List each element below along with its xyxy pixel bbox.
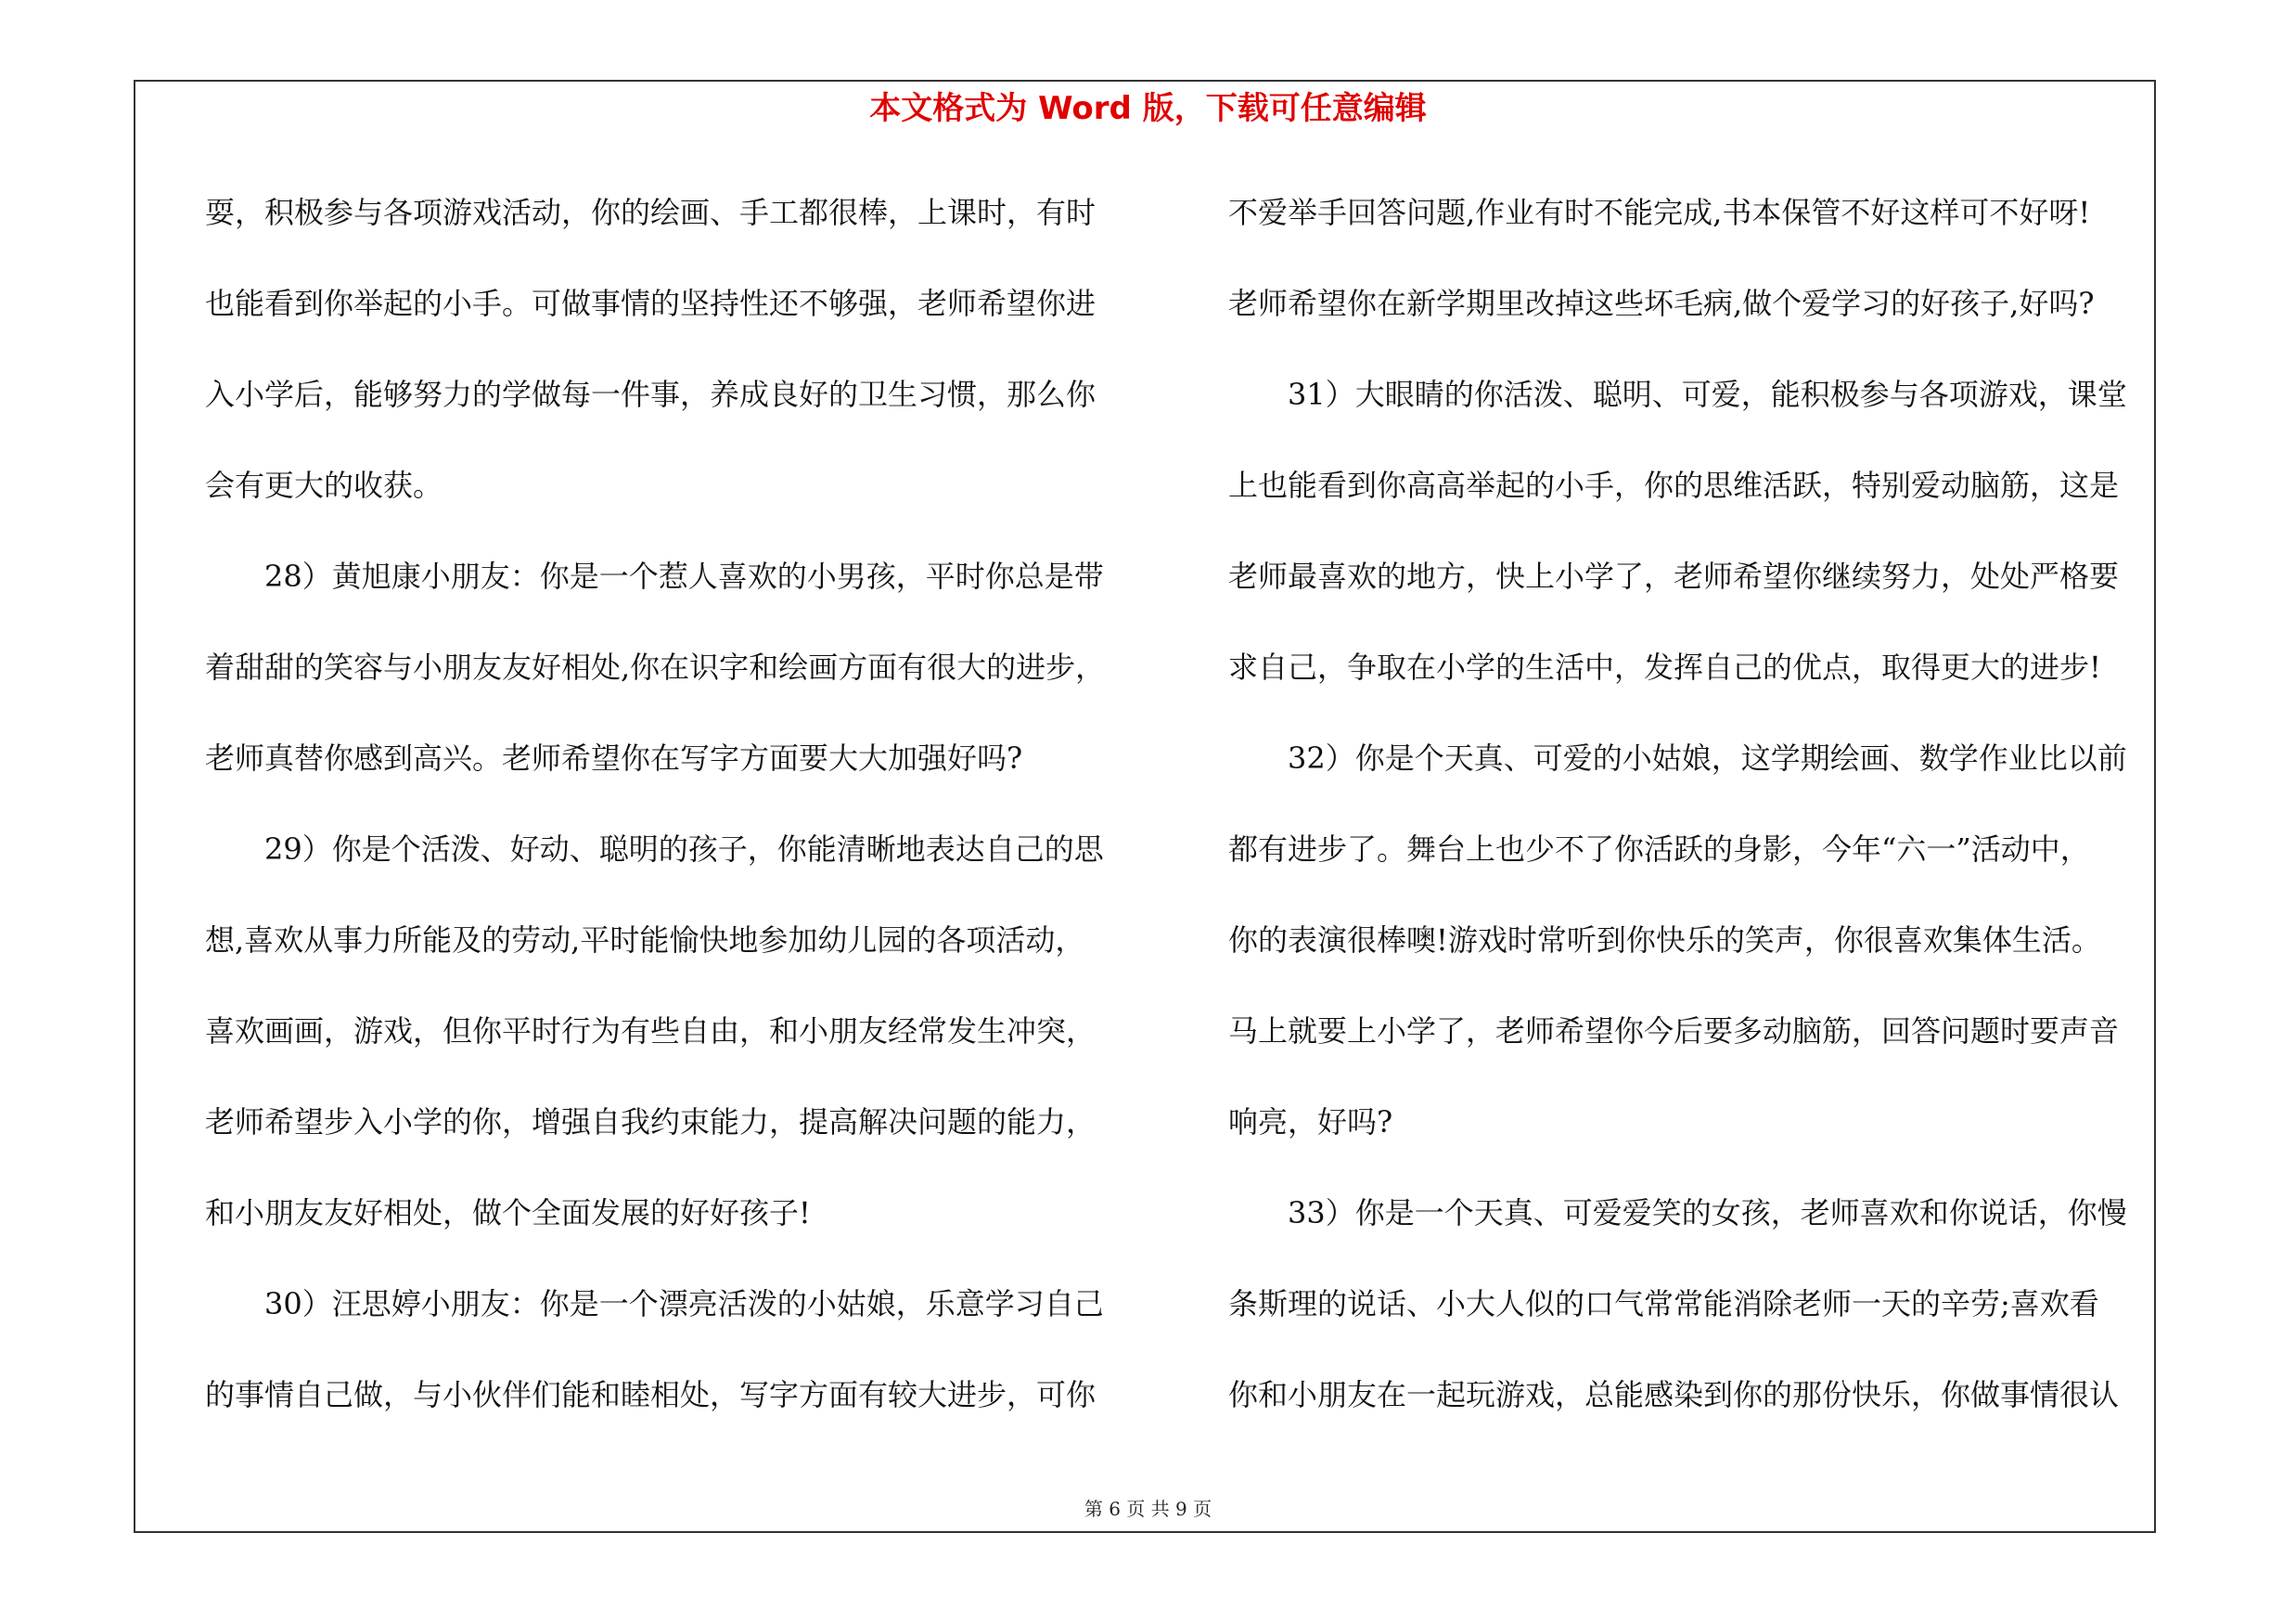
text-line: 33）你是一个天真、可爱爱笑的女孩，老师喜欢和你说话，你慢 bbox=[1288, 1195, 2127, 1230]
text-line: 喜欢画画，游戏，但你平时行为有些自由，和小朋友经常发生冲突， bbox=[205, 1013, 1097, 1049]
text-line: 着甜甜的笑容与小朋友友好相处,你在识字和绘画方面有很大的进步， bbox=[205, 650, 1106, 685]
text-line: 老师最喜欢的地方，快上小学了，老师希望你继续努力，处处严格要 bbox=[1228, 559, 2120, 594]
left-column bbox=[205, 185, 1133, 1458]
text-line: 不爱举手回答问题,作业有时不能完成,书本保管不好这样可不好呀! bbox=[1228, 195, 2091, 230]
page-footer: 第 6 页 共 9 页 bbox=[1084, 1498, 1212, 1520]
text-line: 29）你是个活泼、好动、聪明的孩子，你能清晰地表达自己的思 bbox=[264, 831, 1104, 867]
text-line: 上也能看到你高高举起的小手，你的思维活跃，特别爱动脑筋，这是 bbox=[1228, 468, 2120, 503]
text-line: 你的表演很棒噢!游戏时常听到你快乐的笑声，你很喜欢集体生活。 bbox=[1228, 922, 2101, 958]
text-line: 马上就要上小学了，老师希望你今后要多动脑筋，回答问题时要声音 bbox=[1228, 1013, 2120, 1049]
text-line: 都有进步了。舞台上也少不了你活跃的身影，今年“六一”活动中， bbox=[1228, 831, 2090, 867]
text-line: 会有更大的收获。 bbox=[205, 468, 443, 503]
text-line: 老师真替你感到高兴。老师希望你在写字方面要大大加强好吗? bbox=[205, 741, 1023, 776]
right-column bbox=[1228, 185, 2156, 1458]
text-line: 31）大眼睛的你活泼、聪明、可爱，能积极参与各项游戏，课堂 bbox=[1288, 377, 2127, 412]
text-line: 你和小朋友在一起玩游戏，总能感染到你的那份快乐，你做事情很认 bbox=[1228, 1377, 2120, 1412]
text-line: 想,喜欢从事力所能及的劳动,平时能愉快地参加幼儿园的各项活动， bbox=[205, 922, 1085, 958]
text-line: 28）黄旭康小朋友：你是一个惹人喜欢的小男孩，平时你总是带 bbox=[264, 559, 1104, 594]
text-line: 老师希望你在新学期里改掉这些坏毛病,做个爱学习的好孩子,好吗? bbox=[1228, 286, 2095, 321]
text-line: 老师希望步入小学的你，增强自我约束能力，提高解决问题的能力， bbox=[205, 1104, 1097, 1140]
text-line: 也能看到你举起的小手。可做事情的坚持性还不够强，老师希望你进 bbox=[205, 286, 1097, 321]
text-line: 入小学后，能够努力的学做每一件事，养成良好的卫生习惯，那么你 bbox=[205, 377, 1097, 412]
format-banner: 本文格式为 Word 版，下载可任意编辑 bbox=[869, 90, 1427, 127]
text-line: 和小朋友友好相处，做个全面发展的好好孩子! bbox=[205, 1195, 811, 1230]
text-line: 条斯理的说话、小大人似的口气常常能消除老师一天的辛劳;喜欢看 bbox=[1228, 1286, 2099, 1321]
text-line: 求自己，争取在小学的生活中，发挥自己的优点，取得更大的进步! bbox=[1228, 650, 2101, 685]
text-line: 耍，积极参与各项游戏活动，你的绘画、手工都很棒，上课时，有时 bbox=[205, 195, 1097, 230]
text-line: 30）汪思婷小朋友：你是一个漂亮活泼的小姑娘，乐意学习自己 bbox=[264, 1286, 1104, 1321]
text-line: 的事情自己做，与小伙伴们能和睦相处，写字方面有较大进步，可你 bbox=[205, 1377, 1097, 1412]
text-line: 32）你是个天真、可爱的小姑娘，这学期绘画、数学作业比以前 bbox=[1288, 741, 2127, 776]
text-line: 响亮，好吗? bbox=[1228, 1104, 1393, 1140]
